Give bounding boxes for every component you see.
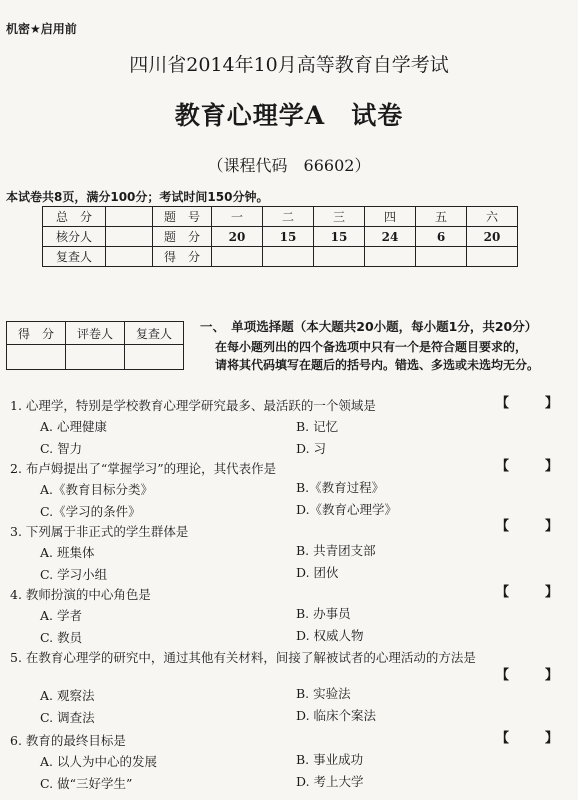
option: A. 观察法 [40, 688, 95, 703]
answer-bracket: 【 】 [496, 459, 558, 474]
option: C. 学习小组 [40, 567, 108, 582]
section-heading: 一、 单项选择题（本大题共20小题，每小题1分，共20分） [200, 319, 538, 334]
course-code: （课程代码 66602） [207, 156, 371, 175]
exam-title: 四川省2014年10月高等教育自学考试 [129, 54, 449, 76]
option: D. 临床个案法 [296, 708, 377, 723]
option: D. 考上大学 [296, 774, 364, 789]
option: D. 权威人物 [296, 628, 364, 643]
option: A. 以人为中心的发展 [40, 754, 157, 769]
score-table [42, 206, 518, 267]
grader-cell [66, 345, 125, 370]
confidential-mark: 机密★启用前 [6, 22, 77, 36]
score-cell [106, 227, 153, 247]
answer-bracket: 【 】 [496, 731, 558, 746]
grader-table-header-row [7, 322, 184, 345]
option: B. 办事员 [296, 606, 351, 621]
option: B. 实验法 [296, 686, 351, 701]
score-cell: 五 [416, 207, 467, 227]
score-cell [467, 247, 518, 267]
question-stem: 4. 教师扮演的中心角色是 [10, 587, 151, 602]
option: B.《教育过程》 [296, 480, 385, 495]
score-cell: 20 [212, 227, 263, 247]
score-cell [212, 247, 263, 267]
score-cell: 复查人 [43, 247, 106, 267]
grader-cell: 得 分 [7, 322, 66, 345]
score-cell: 得 分 [153, 247, 212, 267]
grader-table-row [7, 345, 184, 370]
exam-info: 本试卷共8页，满分100分；考试时间150分钟。 [6, 190, 269, 204]
score-cell: 20 [467, 227, 518, 247]
score-cell: 一 [212, 207, 263, 227]
score-cell: 15 [263, 227, 314, 247]
score-cell: 6 [416, 227, 467, 247]
score-table-row [43, 247, 518, 267]
option: B. 事业成功 [296, 752, 364, 767]
answer-bracket: 【 】 [496, 396, 558, 411]
grader-cell [125, 345, 184, 370]
grader-cell [7, 345, 66, 370]
score-cell: 二 [263, 207, 314, 227]
question-stem: 3. 下列属于非正式的学生群体是 [10, 524, 189, 539]
option: C.《学习的条件》 [40, 504, 141, 519]
answer-bracket: 【 】 [496, 585, 558, 600]
score-cell [106, 207, 153, 227]
score-cell [106, 247, 153, 267]
score-cell: 24 [365, 227, 416, 247]
score-cell: 三 [314, 207, 365, 227]
answer-bracket: 【 】 [496, 668, 558, 683]
grader-table [6, 321, 184, 370]
score-cell: 题 分 [153, 227, 212, 247]
question-stem: 5. 在教育心理学的研究中，通过其他有关材料，间接了解被试者的心理活动的方法是 [10, 650, 476, 665]
option: B. 记忆 [296, 419, 339, 434]
question-stem: 6. 教育的最终目标是 [10, 733, 126, 748]
option: C. 调查法 [40, 710, 95, 725]
score-cell: 题 号 [153, 207, 212, 227]
grader-cell: 评卷人 [66, 322, 125, 345]
option: B. 共青团支部 [296, 543, 376, 558]
option: A. 班集体 [40, 545, 95, 560]
score-cell: 四 [365, 207, 416, 227]
option: C. 智力 [40, 441, 83, 456]
score-cell: 15 [314, 227, 365, 247]
option: A. 学者 [40, 608, 82, 623]
score-cell: 核分人 [43, 227, 106, 247]
option: C. 做“三好学生” [40, 776, 133, 791]
option: D. 团伙 [296, 565, 339, 580]
option: C. 教员 [40, 630, 83, 645]
score-cell [314, 247, 365, 267]
option: D. 习 [296, 441, 327, 456]
score-cell [263, 247, 314, 267]
score-cell: 六 [467, 207, 518, 227]
grader-cell: 复查人 [125, 322, 184, 345]
paper-title: 教育心理学A 试卷 [174, 101, 404, 130]
score-table-row [43, 207, 518, 227]
question-stem: 2. 布卢姆提出了“掌握学习”的理论，其代表作是 [10, 461, 277, 476]
answer-bracket: 【 】 [496, 519, 558, 534]
score-cell [365, 247, 416, 267]
option: D.《教育心理学》 [296, 502, 398, 517]
score-cell: 总 分 [43, 207, 106, 227]
score-cell [416, 247, 467, 267]
option: A.《教育目标分类》 [40, 482, 154, 497]
section-instruction: 在每小题列出的四个备选项中只有一个是符合题目要求的， [215, 340, 528, 354]
option: A. 心理健康 [40, 419, 107, 434]
question-stem: 1. 心理学，特别是学校教育心理学研究最多、最活跃的一个领域是 [10, 398, 376, 413]
section-instruction: 请将其代码填写在题后的括号内。错选、多选或未选均无分。 [215, 358, 540, 372]
score-table-row [43, 227, 518, 247]
